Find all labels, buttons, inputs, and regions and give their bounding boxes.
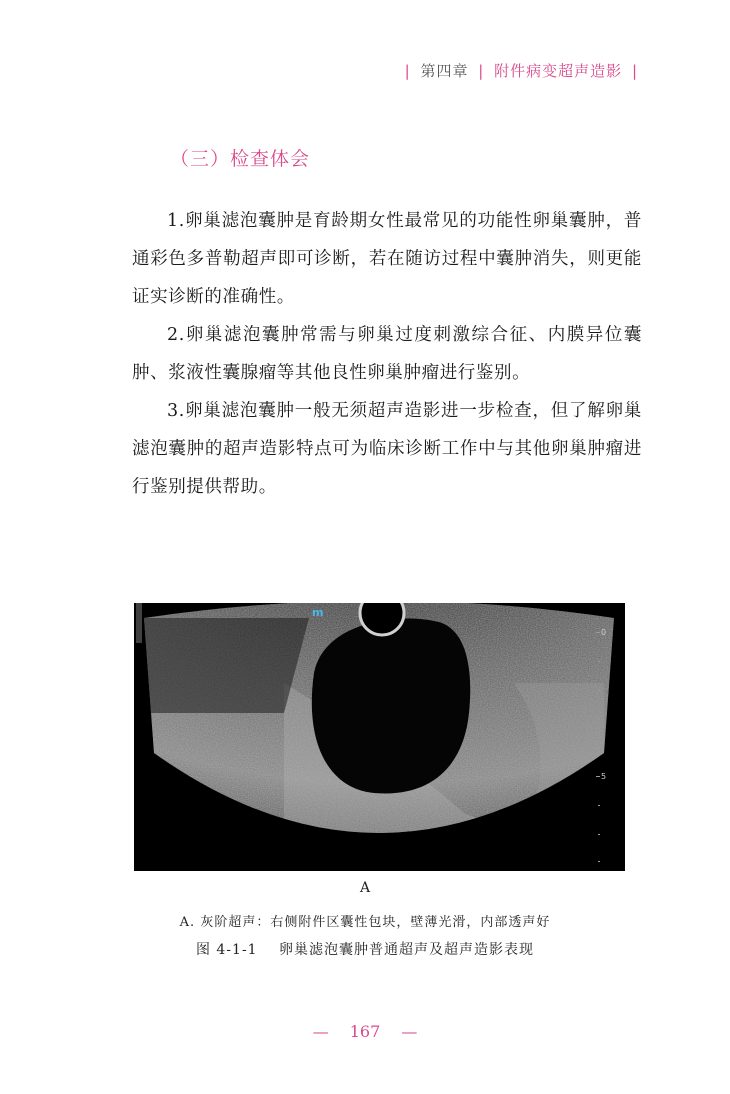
separator: | bbox=[404, 62, 411, 80]
footer-dash: — bbox=[312, 1022, 329, 1041]
separator: | bbox=[478, 62, 485, 80]
figure-title: 卵巢滤泡囊肿普通超声及超声造影表现 bbox=[279, 942, 535, 958]
paragraph-2: 2.卵巢滤泡囊肿常需与卵巢过度刺激综合征、内膜异位囊肿、浆液性囊腺瘤等其他良性卵巢肿瘤进行鉴别。 bbox=[132, 325, 642, 383]
paragraph-3: 3.卵巢滤泡囊肿一般无须超声造影进一步检查，但了解卵巢滤泡囊肿的超声造影特点可为临床诊断工作中与其他卵巢肿瘤进行鉴别提供帮助。 bbox=[132, 401, 642, 497]
page-footer bbox=[0, 1022, 730, 1041]
figure-caption bbox=[0, 939, 730, 959]
scale-label-0: 0 bbox=[601, 628, 607, 637]
paragraph-1: 1.卵巢滤泡囊肿是育龄期女性最常见的功能性卵巢囊肿，普通彩色多普勒超声即可诊断，若在随访过程中囊肿消失，则更能证实诊断的准确性。 bbox=[132, 211, 642, 307]
ultrasound-image bbox=[134, 603, 625, 871]
running-head bbox=[401, 60, 642, 81]
chapter-label: 第四章 bbox=[420, 62, 469, 80]
chapter-topic: 附件病变超声造影 bbox=[494, 62, 623, 80]
image-marker: m bbox=[312, 606, 324, 619]
body-text bbox=[132, 202, 642, 506]
page-number: 167 bbox=[349, 1022, 381, 1041]
separator: | bbox=[631, 62, 638, 80]
section-heading: （三）检查体会 bbox=[170, 148, 311, 170]
panel-caption: A. 灰阶超声：右侧附件区囊性包块，壁薄光滑，内部透声好 bbox=[179, 915, 551, 930]
panel-label: A bbox=[359, 880, 371, 896]
ultrasound-graphic bbox=[134, 603, 625, 871]
scale-label-5: 5 bbox=[601, 772, 607, 781]
footer-dash: — bbox=[401, 1022, 418, 1041]
figure-number: 图 4-1-1 bbox=[195, 942, 258, 958]
